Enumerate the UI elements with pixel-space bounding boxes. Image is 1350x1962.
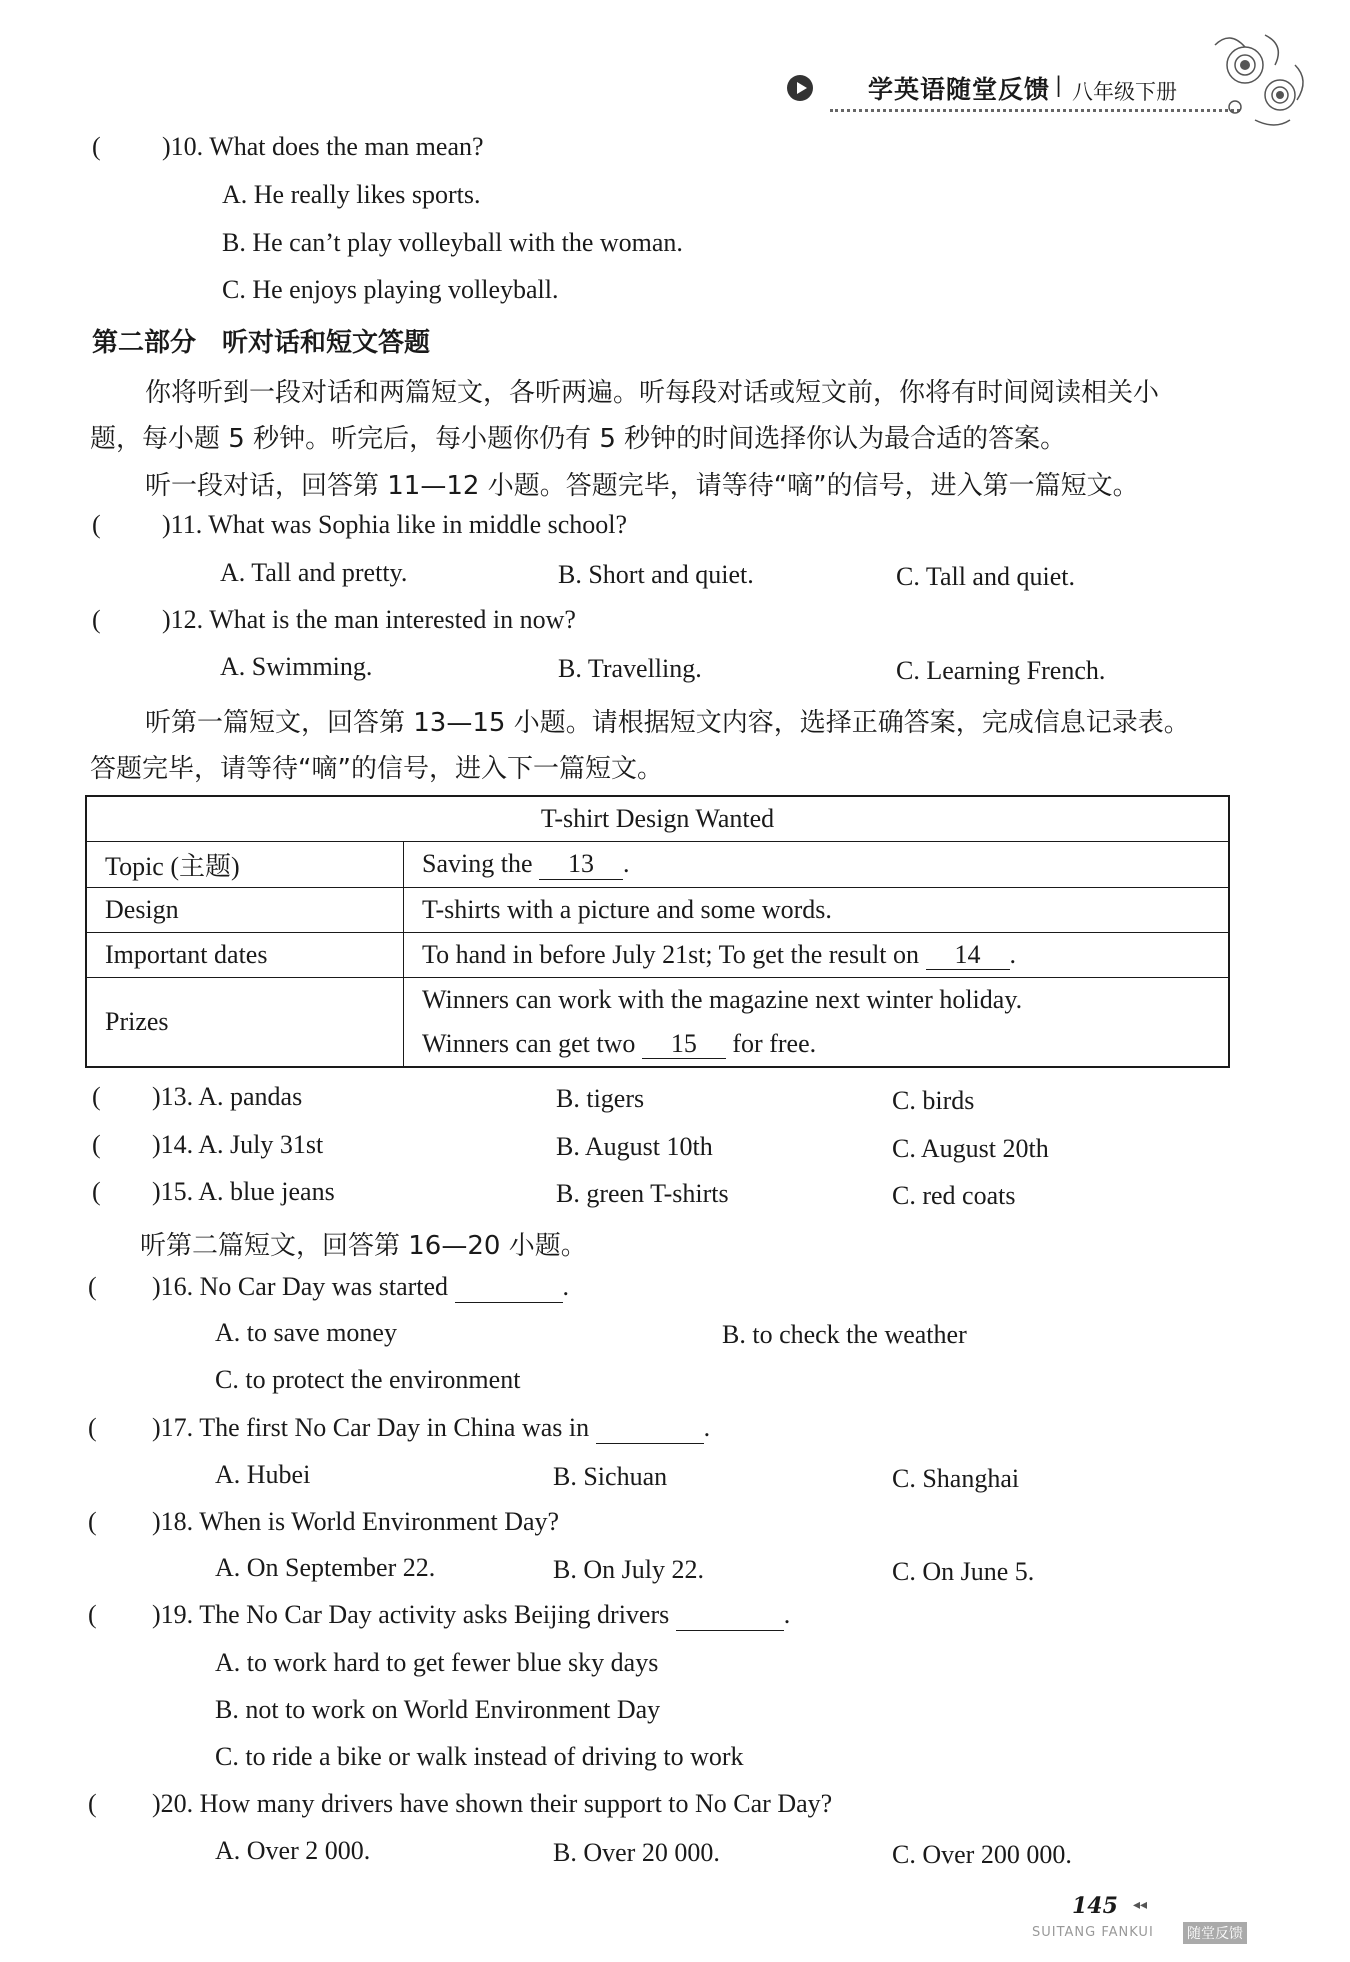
instruction-line: 听一段对话，回答第 11—12 小题。答题完毕，请等待“嘀”的信号，进入第一篇短文。 bbox=[145, 471, 1139, 501]
option-b: B. tigers bbox=[556, 1084, 645, 1113]
option-c: C. birds bbox=[892, 1086, 975, 1115]
table-row bbox=[86, 978, 1229, 1023]
prizes-label: Prizes bbox=[86, 978, 404, 1068]
table-row bbox=[86, 842, 1229, 888]
question-10: )10. What does the man mean? bbox=[162, 132, 484, 161]
design-label: Design bbox=[86, 888, 404, 933]
option-b: B. He can’t play volleyball with the woman. bbox=[222, 228, 683, 257]
option-a: A. Swimming. bbox=[220, 652, 373, 681]
option-c: C. August 20th bbox=[892, 1134, 1049, 1163]
book-subtitle: 八年级下册 bbox=[1072, 80, 1177, 104]
table-row bbox=[86, 888, 1229, 933]
option-a: A. Tall and pretty. bbox=[220, 558, 408, 587]
design-value: T-shirts with a picture and some words. bbox=[404, 888, 1230, 933]
question-19-text: )19. The No Car Day activity asks Beijing drivers bbox=[152, 1600, 670, 1629]
question-17-end: . bbox=[703, 1413, 711, 1442]
option-a: A. to save money bbox=[215, 1318, 397, 1347]
table-row bbox=[86, 933, 1229, 978]
question-20: )20. How many drivers have shown their support to No Car Day? bbox=[152, 1789, 833, 1818]
option-c: C. Learning French. bbox=[896, 656, 1106, 685]
option-c: C. Shanghai bbox=[892, 1464, 1020, 1493]
blank-13[interactable]: 13 bbox=[539, 850, 623, 880]
option-b: B. Sichuan bbox=[553, 1462, 668, 1491]
instruction-line: 答题完毕，请等待“嘀”的信号，进入下一篇短文。 bbox=[90, 754, 663, 784]
question-18: )18. When is World Environment Day? bbox=[152, 1507, 560, 1536]
book-title: 学英语随堂反馈 bbox=[868, 75, 1051, 104]
option-c: C. to protect the environment bbox=[215, 1365, 521, 1394]
answer-paren: ( bbox=[88, 1600, 97, 1629]
info-record-table bbox=[85, 795, 1230, 1068]
answer-paren: ( bbox=[88, 1507, 97, 1536]
question-15: )15. A. blue jeans bbox=[152, 1177, 335, 1206]
instruction-line: 题，每小题 5 秒钟。听完后，每小题你仍有 5 秒钟的时间选择你认为最合适的答案。 bbox=[90, 424, 1067, 454]
section-heading: 第二部分 听对话和短文答题 bbox=[92, 328, 431, 358]
prizes-text: Winners can get two bbox=[422, 1028, 636, 1058]
option-b: B. Travelling. bbox=[558, 654, 702, 683]
topic-end: . bbox=[623, 849, 630, 879]
instruction-line: 你将听到一段对话和两篇短文，各听两遍。听每段对话或短文前，你将有时间阅读相关小 bbox=[145, 378, 1160, 408]
prizes-line-2 bbox=[404, 1022, 1230, 1067]
option-b: B. to check the weather bbox=[722, 1320, 967, 1349]
topic-text: Saving the bbox=[422, 849, 533, 879]
dates-text: To hand in before July 21st; To get the result on bbox=[422, 939, 920, 969]
dates-end: . bbox=[1009, 939, 1017, 969]
question-12: )12. What is the man interested in now? bbox=[162, 605, 576, 634]
option-b: B. not to work on World Environment Day bbox=[215, 1695, 661, 1724]
option-c: C. to ride a bike or walk instead of driving to work bbox=[215, 1742, 744, 1771]
option-b: B. Short and quiet. bbox=[558, 560, 754, 589]
question-19-end: . bbox=[783, 1600, 791, 1629]
table-row bbox=[86, 796, 1229, 842]
footer-brand-en: SUITANG FANKUI bbox=[1032, 1925, 1154, 1940]
answer-paren: ( bbox=[92, 605, 101, 634]
question-17-text: )17. The first No Car Day in China was in bbox=[152, 1413, 590, 1442]
question-11: )11. What was Sophia like in middle school? bbox=[162, 510, 628, 539]
option-a: A. Over 2 000. bbox=[215, 1836, 371, 1865]
answer-paren: ( bbox=[92, 132, 101, 161]
option-b: B. On July 22. bbox=[553, 1555, 704, 1584]
topic-label: Topic (主题) bbox=[86, 842, 404, 888]
option-a: A. He really likes sports. bbox=[222, 180, 481, 209]
table-title: T-shirt Design Wanted bbox=[86, 796, 1229, 842]
answer-paren: ( bbox=[92, 510, 101, 539]
option-a: A. On September 22. bbox=[215, 1553, 436, 1582]
prizes-end: for free. bbox=[732, 1028, 817, 1058]
question-16-text: )16. No Car Day was started bbox=[152, 1272, 449, 1301]
option-c: C. He enjoys playing volleyball. bbox=[222, 275, 559, 304]
arrows-icon: ◂◂ bbox=[1133, 1898, 1148, 1913]
option-b: B. August 10th bbox=[556, 1132, 713, 1161]
option-a: A. Hubei bbox=[215, 1460, 311, 1489]
topic-value bbox=[404, 842, 1230, 888]
question-17 bbox=[152, 1413, 710, 1444]
dates-value bbox=[404, 933, 1230, 978]
option-b: B. Over 20 000. bbox=[553, 1838, 720, 1867]
blank-14[interactable]: 14 bbox=[926, 941, 1010, 971]
question-16 bbox=[152, 1272, 569, 1303]
option-c: C. red coats bbox=[892, 1181, 1016, 1210]
option-a: A. to work hard to get fewer blue sky days bbox=[215, 1648, 659, 1677]
instruction-line: 听第一篇短文，回答第 13—15 小题。请根据短文内容，选择正确答案，完成信息记录表。 bbox=[145, 708, 1190, 738]
title-separator: | bbox=[1055, 73, 1063, 97]
option-c: C. On June 5. bbox=[892, 1557, 1035, 1586]
question-13: )13. A. pandas bbox=[152, 1082, 303, 1111]
header-divider bbox=[830, 109, 1240, 112]
blank-15[interactable]: 15 bbox=[642, 1030, 726, 1060]
question-19 bbox=[152, 1600, 790, 1631]
question-19-blank[interactable] bbox=[676, 1601, 784, 1631]
dates-label: Important dates bbox=[86, 933, 404, 978]
answer-paren: ( bbox=[92, 1130, 101, 1159]
answer-paren: ( bbox=[88, 1413, 97, 1442]
play-icon bbox=[787, 75, 813, 101]
answer-paren: ( bbox=[88, 1789, 97, 1818]
sunflower-decoration-icon bbox=[1205, 25, 1315, 135]
footer-brand-cn: 随堂反馈 bbox=[1183, 1922, 1247, 1944]
option-c: C. Over 200 000. bbox=[892, 1840, 1072, 1869]
prizes-line-1: Winners can work with the magazine next winter holiday. bbox=[404, 978, 1230, 1023]
question-16-blank[interactable] bbox=[455, 1273, 563, 1303]
answer-paren: ( bbox=[88, 1272, 97, 1301]
question-17-blank[interactable] bbox=[596, 1414, 704, 1444]
answer-paren: ( bbox=[92, 1177, 101, 1206]
page-number: 145 bbox=[1072, 1893, 1118, 1919]
option-b: B. green T-shirts bbox=[556, 1179, 729, 1208]
question-16-end: . bbox=[562, 1272, 570, 1301]
answer-paren: ( bbox=[92, 1082, 101, 1111]
question-14: )14. A. July 31st bbox=[152, 1130, 324, 1159]
option-c: C. Tall and quiet. bbox=[896, 562, 1075, 591]
instruction-line: 听第二篇短文，回答第 16—20 小题。 bbox=[140, 1231, 587, 1261]
